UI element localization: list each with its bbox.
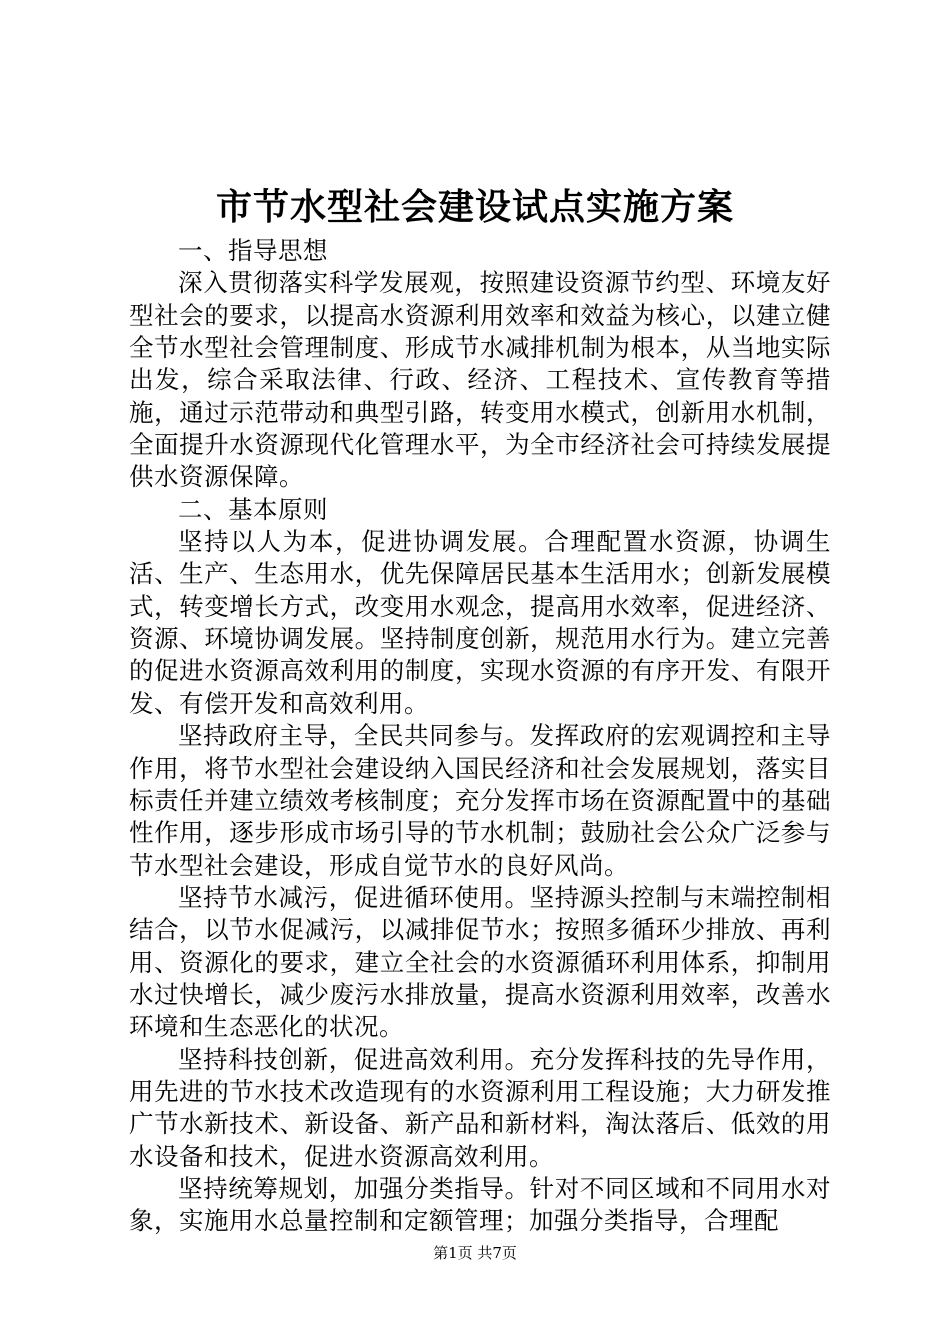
document-title: 市节水型社会建设试点实施方案 [215, 186, 734, 228]
section-heading: 二、基本原则 [178, 494, 328, 524]
paragraph: 坚持科技创新，促进高效利用。充分发挥科技的先导作用，用先进的节水技术改造现有的水资源利用工程设施；大力研发推广节水新技术、新设备、新产品和新材料，淘汰落后、低效的用水设备和技术，促进水资源高效利用。 [129, 1044, 831, 1171]
section-heading: 一、指导思想 [178, 236, 328, 265]
paragraph: 坚持统筹规划，加强分类指导。针对不同区域和不同用水对象，实施用水总量控制和定额管理；加强分类指导，合理配 [129, 1173, 831, 1236]
paragraph: 坚持节水减污，促进循环使用。坚持源头控制与末端控制相结合，以节水促减污，以减排促节水；按照多循环少排放、再利用、资源化的要求，建立全社会的水资源循环利用体系，抑制用水过快增长，减少废污水排放量，提高水资源利用效率，改善水环境和生态恶化的状况。 [129, 882, 831, 1042]
paragraph: 深入贯彻落实科学发展观，按照建设资源节约型、环境友好型社会的要求，以提高水资源利用效率和效益为核心，以建立健全节水型社会管理制度、形成节水减排机制为根本，从当地实际出发，综合采取法律、行政、经济、工程技术、宣传教育等措施，通过示范带动和典型引路，转变用水模式，创新用水机制，全面提升水资源现代化管理水平，为全市经济社会可持续发展提供水资源保障。 [129, 268, 831, 492]
page-number-footer: 第1页 共7页 [433, 1244, 517, 1262]
paragraph: 坚持政府主导，全民共同参与。发挥政府的宏观调控和主导作用，将节水型社会建设纳入国民经济和社会发展规划，落实目标责任并建立绩效考核制度；充分发挥市场在资源配置中的基础性作用，逐步形成市场引导的节水机制；鼓励社会公众广泛参与节水型社会建设，形成自觉节水的良好风尚。 [129, 721, 831, 880]
document-body [129, 235, 831, 1238]
paragraph: 坚持以人为本，促进协调发展。合理配置水资源，协调生活、生产、生态用水，优先保障居民基本生活用水；创新发展模式，转变增长方式，改变用水观念，提高用水效率，促进经济、资源、环境协调发展。坚持制度创新，规范用水行为。建立完善的促进水资源高效利用的制度，实现水资源的有序开发、有限开发、有偿开发和高效利用。 [129, 527, 831, 718]
